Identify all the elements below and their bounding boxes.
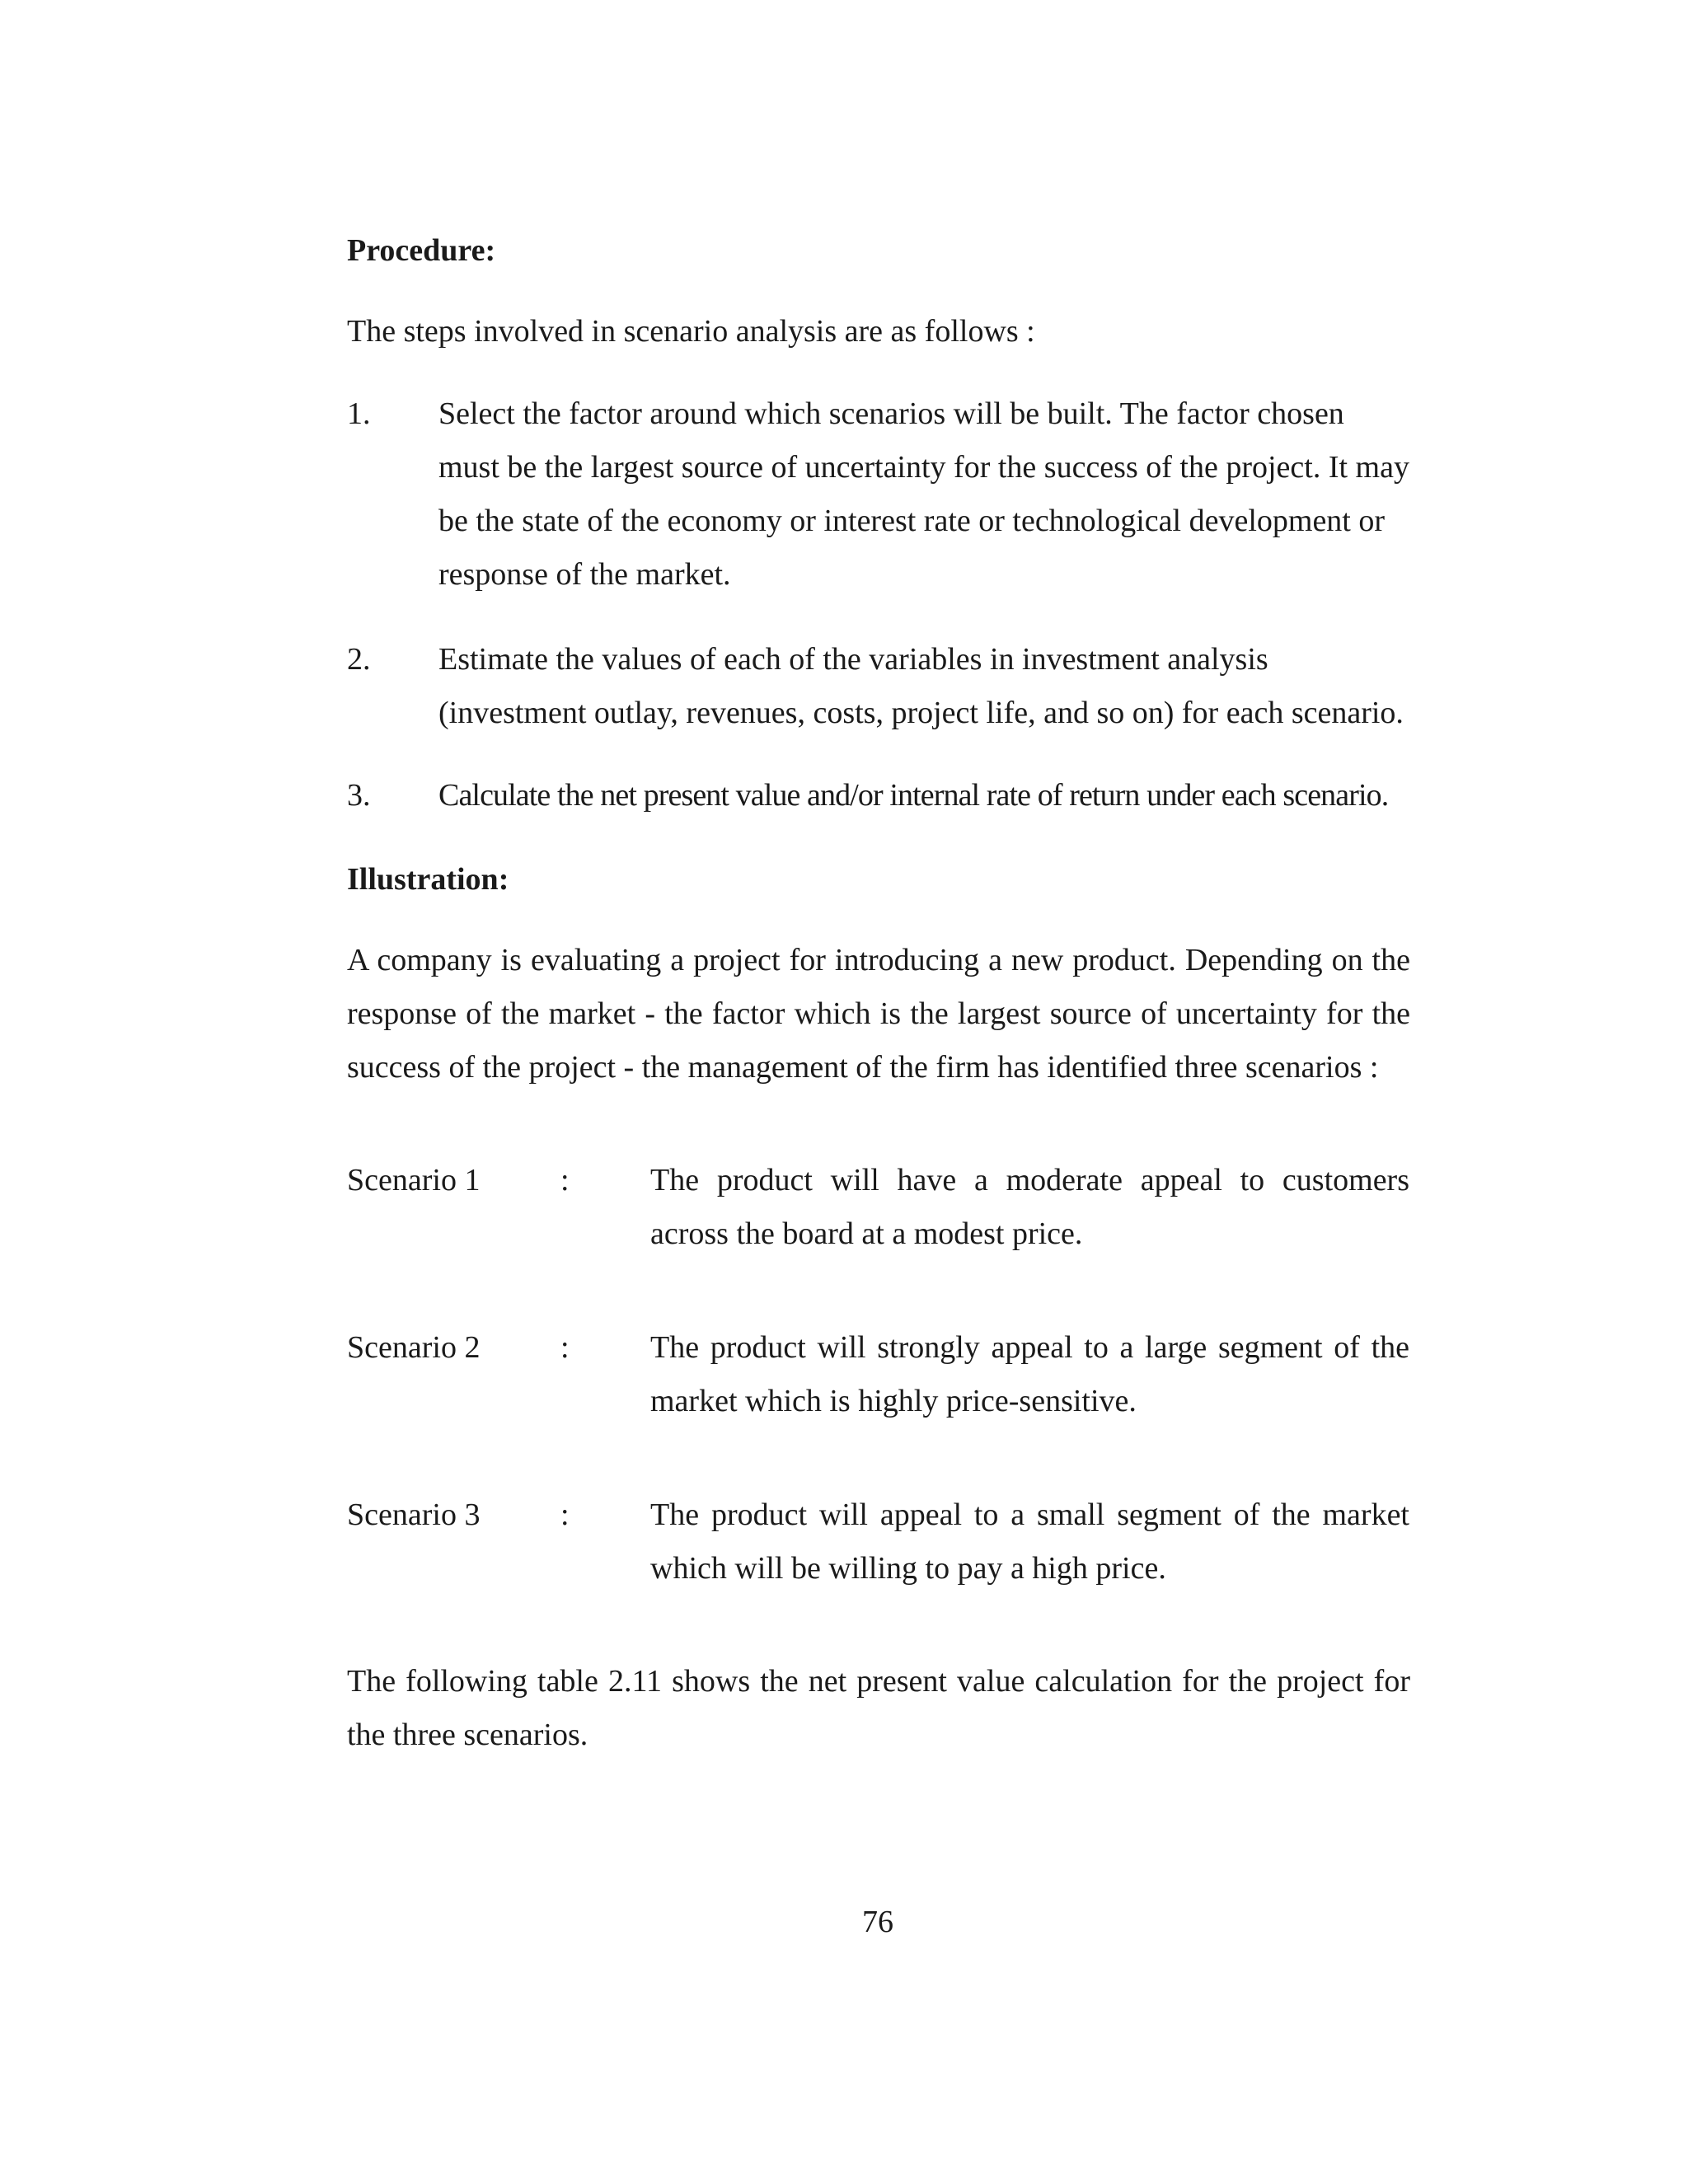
scenario-separator: :	[560, 1497, 570, 1532]
page-number: 76	[862, 1905, 893, 1939]
scenario-separator: :	[560, 1330, 570, 1365]
procedure-heading: Procedure:	[347, 233, 496, 268]
procedure-intro: The steps involved in scenario analysis are as follows :	[347, 314, 1035, 349]
step-text: Estimate the values of each of the variables in investment analysis (investment outlay, revenues, costs, project life, and so on) for each scenario.	[438, 642, 1404, 730]
illustration-closing: The following table 2.11 shows the net present value calculation for the project for the three scenarios.	[347, 1664, 1410, 1752]
scenario-label: Scenario 2	[347, 1330, 481, 1365]
illustration-intro: A company is evaluating a project for introducing a new product. Depending on the response of the market - the factor which is the largest source of uncertainty for the success of the project - the management of the firm has identified three scenarios :	[347, 943, 1410, 1085]
scenario-label: Scenario 1	[347, 1163, 481, 1197]
scenario-description: The product will have a moderate appeal to customers across the board at a modest price.	[650, 1163, 1409, 1251]
scenario-description: The product will strongly appeal to a large segment of the market which is highly price-sensitive.	[650, 1330, 1409, 1418]
scenario-label: Scenario 3	[347, 1497, 481, 1532]
scenario-description: The product will appeal to a small segment of the market which will be willing to pay a high price.	[650, 1497, 1409, 1586]
step-text: Calculate the net present value and/or internal rate of return under each scenario.	[438, 778, 1389, 813]
step-number: 2.	[347, 642, 371, 677]
step-text: Select the factor around which scenarios will be built. The factor chosen must be the largest source of uncertainty for the success of the project. It may be the state of the economy or interest rate or technological development or response of the market.	[438, 396, 1409, 592]
step-number: 1.	[347, 396, 371, 431]
illustration-heading: Illustration:	[347, 862, 509, 897]
step-number: 3.	[347, 778, 371, 813]
scenario-separator: :	[560, 1163, 570, 1197]
